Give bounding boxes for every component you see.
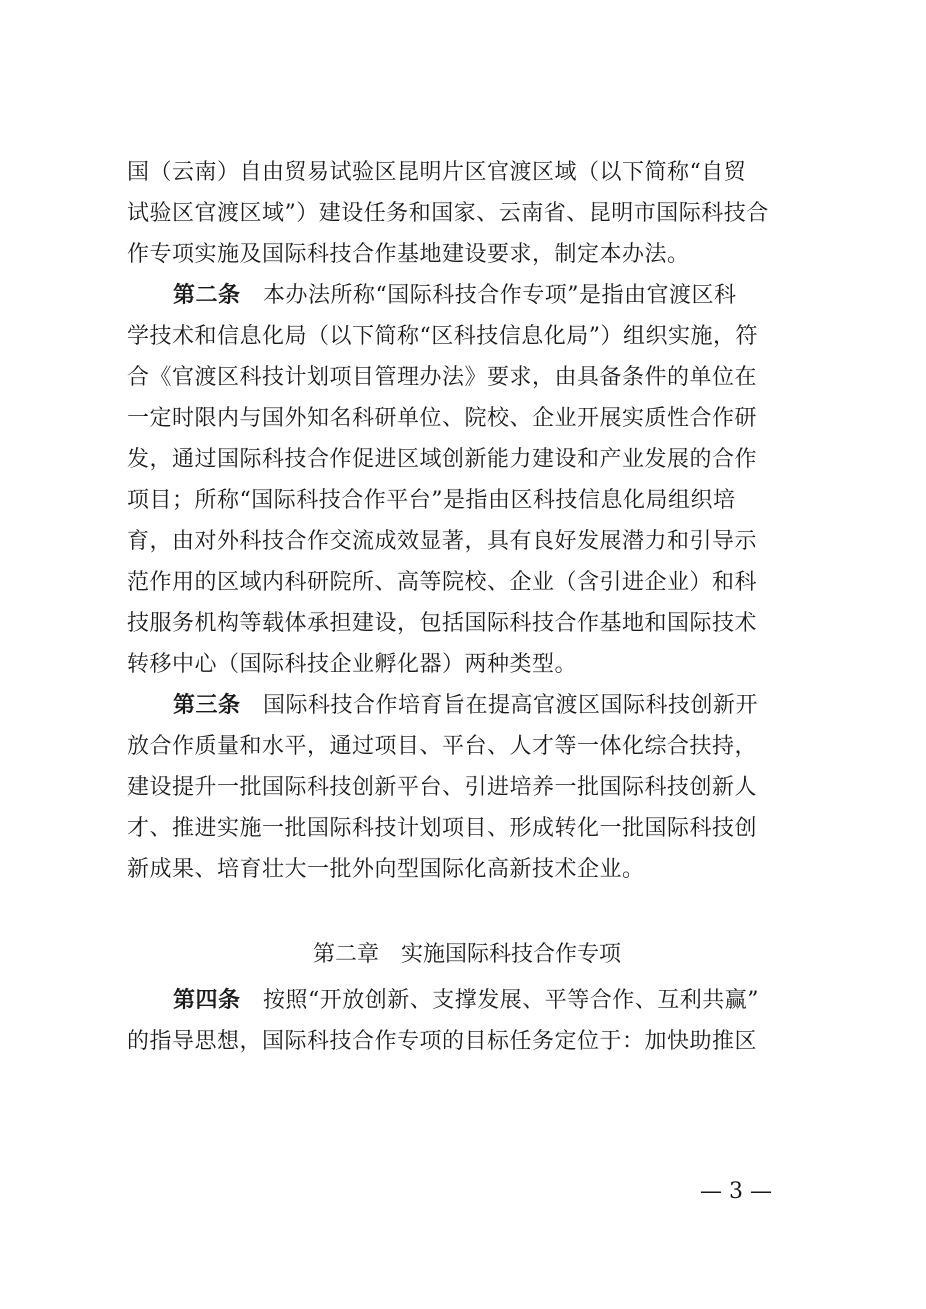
paragraph-line: 一定时限内与国外知名科研单位、院校、企业开展实质性合作研: [127, 406, 758, 431]
article-2-label: 第二条: [173, 282, 241, 308]
article-4-label: 第四条: [173, 987, 241, 1013]
article-2-first-line: [127, 275, 807, 316]
paragraph-line: 国际科技合作培育旨在提高官渡区国际科技创新开: [263, 693, 759, 718]
paragraph-line: 作专项实施及国际科技合作基地建设要求，制定本办法。: [127, 242, 690, 267]
paragraph-line: 国（云南）自由贸易试验区昆明片区官渡区域（以下简称“自贸: [127, 160, 747, 185]
article-3-first-line: [127, 685, 807, 726]
paragraph-line: 试验区官渡区域”）建设任务和国家、云南省、昆明市国际科技合: [127, 201, 769, 226]
chapter-heading: 第二章 实施国际科技合作专项: [312, 942, 621, 967]
paragraph-line: 按照“开放创新、支撑发展、平等合作、互利共赢”: [263, 988, 760, 1013]
section-gap: [127, 890, 807, 930]
paragraph-line: 学技术和信息化局（以下简称“区科技信息化局”）组织实施，符: [127, 324, 758, 349]
paragraph-line: 建设提升一批国际科技创新平台、引进培养一批国际科技创新人: [127, 775, 758, 800]
page-number: — 3 —: [700, 1179, 772, 1204]
paragraph-line: 范作用的区域内科研院所、高等院校、企业（含引进企业）和科: [127, 570, 758, 595]
document-body: [127, 152, 807, 1062]
paragraph-line: 项目；所称“国际科技合作平台”是指由区科技信息化局组织培: [127, 488, 736, 513]
article-3-label: 第三条: [173, 692, 241, 718]
article-4-first-line: [127, 980, 807, 1021]
paragraph-line: 转移中心（国际科技企业孵化器）两种类型。: [127, 652, 578, 677]
paragraph-line: 发，通过国际科技合作促进区域创新能力建设和产业发展的合作: [127, 447, 758, 472]
paragraph-line: 新成果、培育壮大一批外向型国际化高新技术企业。: [127, 857, 645, 882]
paragraph-line: 技服务机构等载体承担建设，包括国际科技合作基地和国际技术: [127, 611, 758, 636]
paragraph-line: 放合作质量和水平，通过项目、平台、人才等一体化综合扶持，: [127, 734, 758, 759]
paragraph-line: 才、推进实施一批国际科技计划项目、形成转化一批国际科技创: [127, 816, 758, 841]
paragraph-line: 的指导思想，国际科技合作专项的目标任务定位于：加快助推区: [127, 1029, 758, 1054]
paragraph-line: 本办法所称“国际科技合作专项”是指由官渡区科: [263, 283, 737, 308]
paragraph-line: 合《官渡区科技计划项目管理办法》要求，由具备条件的单位在: [127, 365, 758, 390]
paragraph-line: 育，由对外科技合作交流成效显著，具有良好发展潜力和引导示: [127, 529, 758, 554]
